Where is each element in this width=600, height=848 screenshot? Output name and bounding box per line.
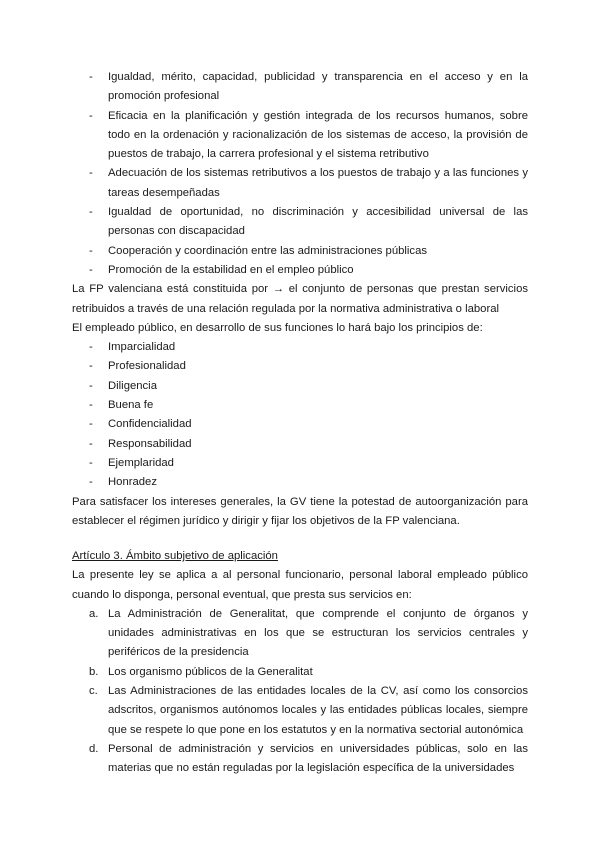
list-item-text: Las Administraciones de las entidades locales de la CV, así como los consorcios adscritos, organismos autónomos locales y las entidades públicas locales, siempre que se respete lo que pone en los estatutos y en la normativa sectorial autonómica: [108, 685, 528, 736]
list-item: - Eficacia en la planificación y gestión integrada de los recursos humanos, sobre todo en la ordenación y racionalización de los sistemas de acceso, la provisión de puestos de trabajo, la carrera profesional y el sistema retributivo: [72, 107, 528, 165]
list-item: [72, 663, 528, 682]
list-item: - Adecuación de los sistemas retributivos a los puestos de trabajo y a las funciones y tareas desempeñadas: [72, 164, 528, 203]
list-item: - Profesionalidad: [72, 357, 528, 376]
article-heading: Artículo 3. Ámbito subjetivo de aplicación: [72, 550, 278, 562]
list-item: - Imparcialidad: [72, 338, 528, 357]
article-intro-paragraph: La presente ley se aplica a al personal funcionario, personal laboral empleado público cuando lo disponga, personal eventual, que presta sus servicios en:: [72, 569, 528, 601]
list-item: - Igualdad de oportunidad, no discriminación y accesibilidad universal de las personas con discapacidad: [72, 203, 528, 242]
list-item: - Promoción de la estabilidad en el empleo público: [72, 261, 528, 280]
list-item: - Buena fe: [72, 396, 528, 415]
list-item: - Igualdad, mérito, capacidad, publicidad y transparencia en el acceso y en la promoción profesional: [72, 68, 528, 107]
list-item: [72, 740, 528, 779]
list-item: - Honradez: [72, 473, 528, 492]
list-item-text: La Administración de Generalitat, que comprende el conjunto de órganos y unidades administrativas en los que se estructuran los servicios centrales y periféricos de la presidencia: [108, 607, 528, 659]
principles-section: [72, 68, 528, 531]
list-marker: c.: [89, 685, 98, 698]
fp-definition-paragraph: La FP valenciana está constituida por → el conjunto de personas que prestan servicios retribuidos a través de una relación regulada por la normativa administrativa o laboral: [72, 283, 528, 315]
self-organization-paragraph: Para satisfacer los intereses generales, la GV tiene la potestad de autoorganización para establecer el régimen jurídico y dirigir y fijar los objetivos de la FP valenciana.: [72, 495, 528, 527]
list-marker: a.: [89, 607, 99, 620]
list-item: - Ejemplaridad: [72, 454, 528, 473]
list-item: - Confidencialidad: [72, 415, 528, 434]
list-marker: d.: [89, 742, 99, 755]
list-item: [72, 605, 528, 663]
list-item: - Responsabilidad: [72, 435, 528, 454]
list-item: - Cooperación y coordinación entre las administraciones públicas: [72, 242, 528, 261]
principles-list: [72, 68, 528, 280]
employee-intro-paragraph: El empleado público, en desarrollo de sus funciones lo hará bajo los principios de:: [72, 321, 483, 334]
list-item: [72, 682, 528, 740]
scope-list: [72, 605, 528, 779]
article-3-section: [72, 547, 528, 779]
list-marker: b.: [89, 665, 99, 678]
employee-principles-list: [72, 338, 528, 492]
list-item: - Diligencia: [72, 377, 528, 396]
list-item-text: Los organismo públicos de la Generalitat: [108, 665, 313, 678]
list-item-text: Personal de administración y servicios en universidades públicas, solo en las materias que no están reguladas por la legislación específica de la universidades: [108, 742, 528, 775]
